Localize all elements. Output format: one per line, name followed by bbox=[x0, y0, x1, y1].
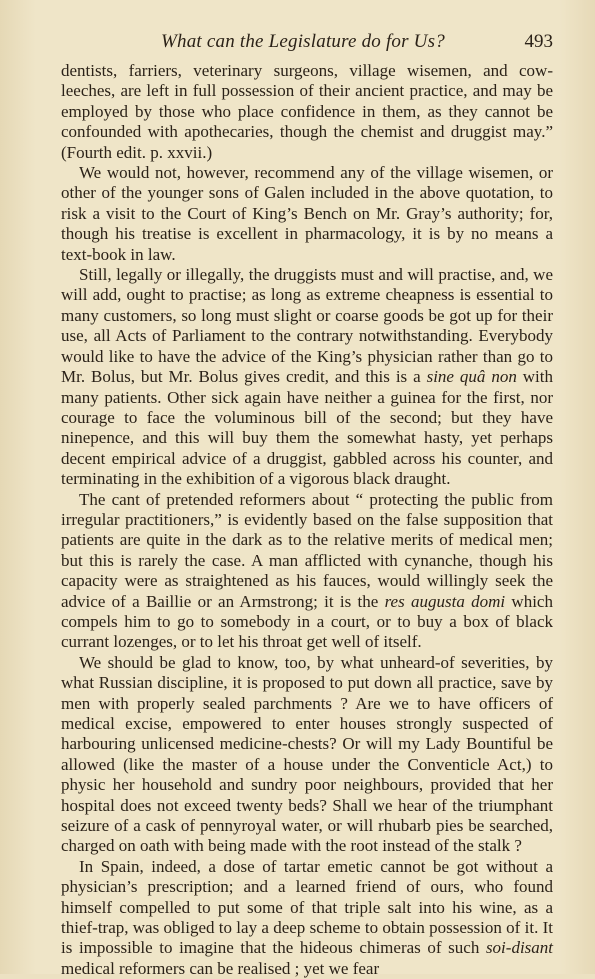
text-run: Still, legally or illegally, the druggists must and will practise, and, we will add, ought to practise; as long as extreme cheapness is essential to many customers, so long must slight or coarse goods be got up for their use, all Acts of Parliament to the contrary notwithstanding. Everybody would like to have the advice of the King’s physician rather than go to Mr. Bolus, but Mr. Bolus gives credit, and this is a bbox=[61, 265, 553, 387]
paragraph bbox=[61, 857, 553, 979]
running-title: What can the Legislature do for Us? bbox=[161, 31, 445, 52]
page-header bbox=[61, 31, 553, 55]
text-run: medical reformers can be realised ; yet we fear bbox=[61, 958, 380, 978]
text-run: dentists, farriers, veterinary surgeons, village wisemen, and cow-leeches, are left in full possession of their ancient practice, and may be employed by those who place confidence in them, as they cannot be confounded with apothecaries, though the chemist and druggist may.” (Fourth edit. p. xxvii.) bbox=[61, 61, 553, 162]
text-run: with many patients. Other sick again have neither a guinea for the first, nor courage to face the voluminous bill of the second; but they have ninepence, and this will buy them the somewhat hasty, yet perhaps decent empirical advice of a druggist, gabbled across his counter, and terminating in the exhibition of a vigorous black draught. bbox=[61, 367, 553, 489]
text-run: We should be glad to know, too, by what unheard-of severities, by what Russian discipline, it is proposed to put down all practice, save by men with properly sealed parchments ? Are we to have officers of medical excise, empowered to enter houses strongly suspected of harbouring unlicensed medicine-chests? Or will my Lady Bountiful be allowed (like the master of a house under the Conventicle Act,) to physic her household and sundry poor neighbours, provided that her hospital does not exceed twenty beds? Shall we hear of the triumphant seizure of a cask of pennyroyal water, or will rhubarb pies be searched, charged on oath with being made with the root instead of the stalk ? bbox=[61, 652, 553, 856]
italic-phrase: soi-disant bbox=[485, 938, 553, 958]
text-run: In Spain, indeed, a dose of tartar emetic cannot be got without a physician’s prescription; and a learned friend of ours, who found himself compelled to put some of that triple salt into his wine, as a thief-trap, was obliged to lay a deep scheme to obtain possession of it. It is impossible to imagine that the hideous chimeras of such bbox=[61, 856, 553, 958]
italic-phrase: sine quâ non bbox=[426, 367, 517, 387]
paragraph bbox=[61, 490, 553, 653]
paragraph bbox=[61, 653, 553, 857]
paragraph bbox=[61, 61, 553, 163]
text-run: which compels him to go to somebody in a court, or to buy a box of black currant lozenges, or to let his throat get well of itself. bbox=[61, 591, 553, 652]
paragraph bbox=[61, 265, 553, 489]
text-run: We would not, however, recommend any of the village wisemen, or other of the younger sons of Galen included in the above quotation, to risk a visit to the Court of King’s Bench on Mr. Gray’s authority; for, though his treatise is excellent in pharmacology, it is by no means a text-book in law. bbox=[61, 163, 553, 264]
italic-phrase: res augusta domi bbox=[384, 591, 506, 611]
paragraph bbox=[61, 163, 553, 265]
page-number: 493 bbox=[524, 31, 553, 52]
body-text bbox=[61, 61, 553, 979]
text-run: The cant of pretended reformers about “ protecting the public from irregular practitioners,” is evidently based on the false supposition that patients are quite in the dark as to the relative merits of medical men; but this is rarely the case. A man afflicted with cynanche, though his capacity were as straightened as his fauces, would willingly seek the advice of a Baillie or an Armstrong; it is the bbox=[61, 489, 553, 611]
